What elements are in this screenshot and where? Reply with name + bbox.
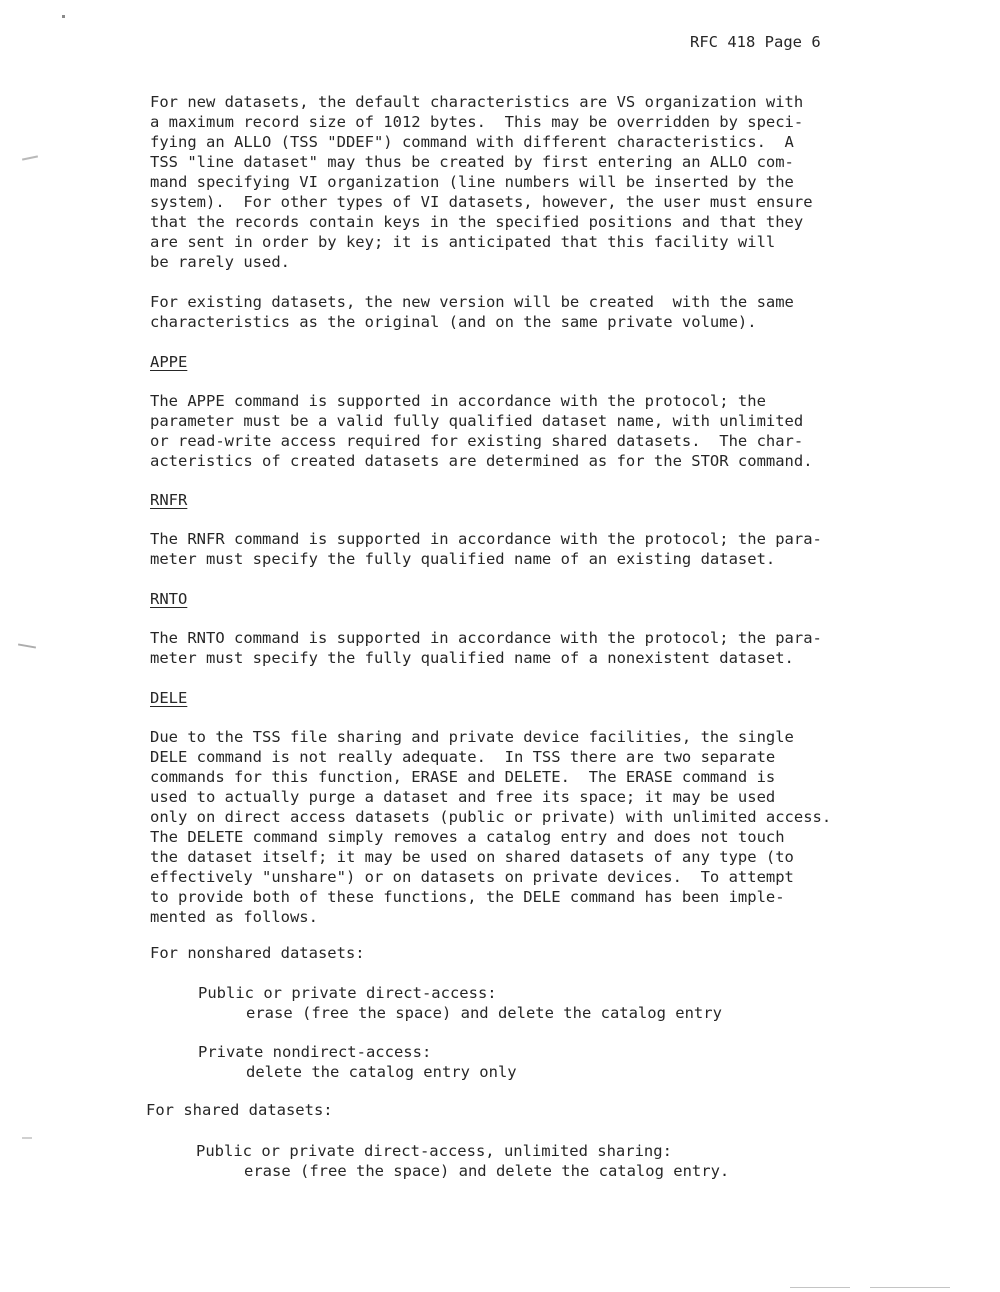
nonshared-case-2-action	[246, 1062, 986, 1082]
paragraph-existing-datasets	[150, 292, 890, 332]
text-line: The APPE command is supported in accordance with the protocol; the	[150, 392, 766, 410]
text-line: TSS "line dataset" may thus be created by first entering an ALLO com-	[150, 153, 794, 171]
text-line: that the records contain keys in the specified positions and that they	[150, 213, 804, 231]
scan-speck	[62, 15, 65, 18]
case-title: Public or private direct-access:	[198, 984, 497, 1002]
margin-mark	[18, 643, 36, 648]
margin-mark	[22, 155, 38, 160]
text-line: characteristics as the original (and on the same private volume).	[150, 313, 757, 331]
text-line: meter must specify the fully qualified name of an existing dataset.	[150, 550, 776, 568]
text-line: meter must specify the fully qualified name of a nonexistent dataset.	[150, 649, 794, 667]
text-line: mand specifying VI organization (line numbers will be inserted by the	[150, 173, 794, 191]
paragraph-new-datasets	[150, 92, 890, 272]
section-heading-rnto: RNTO	[150, 590, 188, 608]
text-line: The RNFR command is supported in accordance with the protocol; the para-	[150, 530, 822, 548]
text-line: For existing datasets, the new version will be created with the same	[150, 293, 794, 311]
nonshared-case-2	[198, 1042, 938, 1062]
text-line: DELE command is not really adequate. In TSS there are two separate	[150, 748, 776, 766]
paragraph-dele	[150, 727, 890, 927]
paragraph-rnto	[150, 628, 890, 668]
case-action: erase (free the space) and delete the catalog entry.	[244, 1162, 730, 1180]
text-line: commands for this function, ERASE and DELETE. The ERASE command is	[150, 768, 776, 786]
text-line: to provide both of these functions, the DELE command has been imple-	[150, 888, 785, 906]
text-line: effectively "unshare") or on datasets on private devices. To attempt	[150, 868, 794, 886]
text-line: parameter must be a valid fully qualified dataset name, with unlimited	[150, 412, 804, 430]
case-action: erase (free the space) and delete the catalog entry	[246, 1004, 722, 1022]
section-heading-rnfr: RNFR	[150, 491, 188, 509]
text-line: For new datasets, the default characteristics are VS organization with	[150, 93, 804, 111]
text-line: or read-write access required for existing shared datasets. The char-	[150, 432, 804, 450]
case-action: delete the catalog entry only	[246, 1063, 517, 1081]
text-line: used to actually purge a dataset and free its space; it may be used	[150, 788, 776, 806]
text-line: the dataset itself; it may be used on shared datasets of any type (to	[150, 848, 794, 866]
text-line: be rarely used.	[150, 253, 290, 271]
footer-rule-mark	[870, 1287, 950, 1288]
text-line: acteristics of created datasets are determined as for the STOR command.	[150, 452, 813, 470]
text-line: are sent in order by key; it is anticipated that this facility will	[150, 233, 776, 251]
section-heading-appe: APPE	[150, 353, 188, 371]
text-line: a maximum record size of 1012 bytes. This may be overridden by speci-	[150, 113, 804, 131]
text-line: The RNTO command is supported in accordance with the protocol; the para-	[150, 629, 822, 647]
nonshared-case-1-action	[246, 1003, 986, 1023]
text-line: mented as follows.	[150, 908, 318, 926]
shared-case-1	[196, 1141, 936, 1161]
text-line: Due to the TSS file sharing and private device facilities, the single	[150, 728, 794, 746]
footer-rule-mark	[790, 1287, 850, 1288]
text-line: For nonshared datasets:	[150, 944, 365, 962]
page-header: RFC 418 Page 6	[690, 33, 821, 51]
text-line: only on direct access datasets (public or private) with unlimited access.	[150, 808, 832, 826]
case-title: Private nondirect-access:	[198, 1043, 432, 1061]
paragraph-rnfr	[150, 529, 890, 569]
section-heading-dele: DELE	[150, 689, 188, 707]
text-line: system). For other types of VI datasets, however, the user must ensure	[150, 193, 813, 211]
text-line: The DELETE command simply removes a catalog entry and does not touch	[150, 828, 785, 846]
text-line: For shared datasets:	[146, 1101, 333, 1119]
label-nonshared	[150, 943, 890, 963]
case-title: Public or private direct-access, unlimited sharing:	[196, 1142, 672, 1160]
margin-mark	[22, 1137, 32, 1139]
label-shared	[146, 1100, 886, 1120]
shared-case-1-action	[244, 1161, 984, 1181]
paragraph-appe	[150, 391, 890, 471]
nonshared-case-1	[198, 983, 938, 1003]
text-line: fying an ALLO (TSS "DDEF") command with different characteristics. A	[150, 133, 794, 151]
